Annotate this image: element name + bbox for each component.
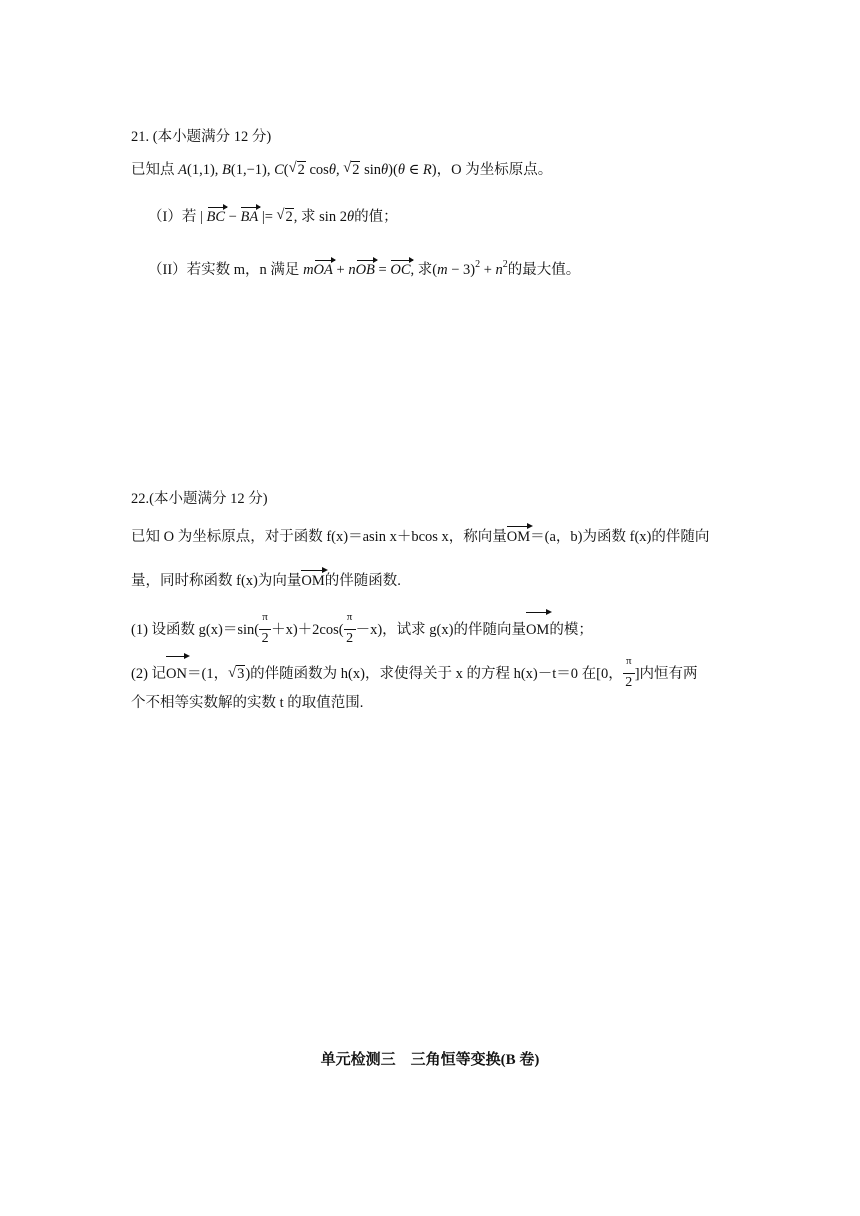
q22-p2-vec: ON — [166, 657, 187, 691]
q22-p1-vec: OM — [526, 613, 549, 647]
q21-part2-math-render: mOA + nOB = OC, 求$(m - 3)^2 + n^2$ — [303, 259, 508, 278]
q21-part2-suffix: 的最大值。 — [507, 262, 581, 278]
q21-header: 21. (本小题满分 12 分) — [131, 129, 272, 145]
q22-p2-frac-num: π — [625, 654, 632, 667]
q22-p2-c: )的伴随函数为 h(x)，求使得关于 x 的方程 h(x)－t＝0 在[0， — [245, 666, 623, 682]
q21-part2-label: （II）若实数 m，n 满足 — [148, 262, 300, 278]
q22-p1-frac2-den: 2 — [346, 630, 354, 646]
q21-part1-math-render: | BC − BA |= √ 2, 求 sin 2θ — [199, 207, 355, 225]
q21-stem-suffix: ，O 为坐标原点。 — [436, 162, 553, 178]
q22-p1-d: 的模； — [549, 622, 593, 638]
q21-part1 — [148, 207, 398, 227]
q22-line1-b: ＝(a，b)为函数 f(x)的伴随向 — [530, 529, 710, 545]
q22-line2-a: 量，同时称函数 f(x)为向量 — [131, 573, 302, 589]
q22-line2 — [131, 571, 401, 591]
q22-p2-d: ]内恒有两 — [634, 666, 698, 682]
q22-p2-sqrt-arg: 3 — [237, 666, 245, 682]
q21-stem-points-render: A(1,1), B(1,−1), C( √ 2 cosθ, √ 2 sinθ)(θ ∈ R) — [178, 160, 437, 178]
q22-p1-a: (1) 设函数 g(x)＝sin( — [131, 622, 260, 638]
q22-line2-vec: OM — [301, 573, 325, 589]
q22-line1-vec: OM — [506, 529, 531, 545]
q21-stem-prefix: 已知点 — [131, 162, 175, 178]
q22-p2-frac-den: 2 — [625, 674, 633, 690]
q22-line1-a: 已知 O 为坐标原点，对于函数 f(x)＝asin x＋bcos x，称向量 — [131, 529, 507, 545]
q22-p1-b: ＋x)＋2cos( — [271, 622, 344, 638]
q22-p2-sqrt: √ 3 — [228, 665, 245, 682]
q22-line1 — [131, 527, 709, 547]
q22-p1-frac2 — [344, 610, 356, 648]
q22-p2-a: (2) 记 — [131, 666, 167, 682]
q22-p1-frac2-num: π — [346, 610, 353, 623]
q22-p2-frac — [623, 654, 635, 692]
q22-p1-frac1-den: 2 — [261, 630, 269, 646]
q22-part1 — [131, 610, 593, 647]
q22-p1-frac1-num: π — [262, 610, 268, 623]
q22-p2-b: ＝(1， — [187, 666, 229, 682]
q22-line2-b: 的伴随函数. — [324, 573, 401, 589]
q21-part1-label: （I）若 — [148, 209, 197, 225]
q21-part2 — [148, 255, 580, 280]
q21-stem — [131, 160, 552, 180]
q22-part2-line2: 个不相等实数解的实数 t 的取值范围. — [131, 695, 364, 711]
q22-part2 — [131, 654, 698, 691]
q22-header: 22.(本小题满分 12 分) — [131, 491, 268, 507]
section-title: 单元检测三 三角恒等变换(B 卷) — [320, 1052, 540, 1068]
q22-p1-frac1 — [259, 610, 271, 648]
q21-part1-suffix: 的值； — [354, 209, 398, 225]
q22-p1-c: －x)，试求 g(x)的伴随向量 — [355, 622, 526, 638]
